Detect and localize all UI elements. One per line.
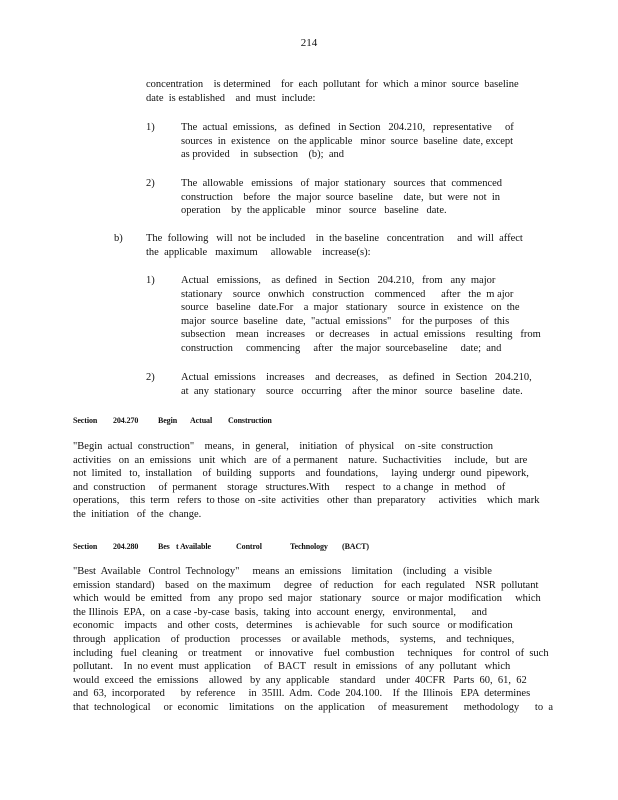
- section-label: Section: [73, 416, 98, 425]
- list-item-line: source baseline date.For a major stationary source in existence on the: [181, 302, 520, 314]
- section-number: 204.280: [113, 542, 139, 551]
- section-number: 204.270: [113, 416, 139, 425]
- item-b-paragraph: [146, 232, 523, 259]
- body-line: economic impacts and other costs, determines is achievable for such source or modification: [73, 620, 513, 632]
- body-line: pollutant. In no event must application of BACT result in emissions of any pollutant which: [73, 661, 511, 673]
- body-line: not limited to, installation of building supports and foundations, laying undergr ound pipework,: [73, 468, 529, 480]
- body-line: and construction of permanent storage structures.With respect to a change in method of: [73, 481, 506, 493]
- item-b-line: The following will not be included in the baseline concentration and will affect: [146, 233, 523, 244]
- list-item-line: construction commencing after the major sourcebaseline date; and: [181, 342, 502, 354]
- section-label: Section: [73, 542, 98, 551]
- section-204-270-body: [73, 440, 540, 522]
- list-b-item-2-marker: 2): [146, 372, 155, 383]
- body-line: through application of production processes or available methods, systems, and techniques,: [73, 633, 515, 645]
- section-204-270-heading: [0, 414, 618, 426]
- section-title-word: Begin: [158, 416, 178, 425]
- body-line: the Illinois EPA, on a case -by-case basis, taking into account energy, environmental, and: [73, 606, 487, 618]
- body-line: the initiation of the change.: [73, 508, 202, 520]
- section-title-word: Construction: [228, 416, 272, 425]
- section-204-280-body: [73, 565, 553, 715]
- intro-paragraph: [146, 78, 519, 105]
- list-item-line: major source baseline date, "actual emissions" for the purposes of this: [181, 315, 510, 327]
- list-a-item-1: [181, 121, 514, 162]
- list-item-line: subsection mean increases or decreases in actual emissions resulting from: [181, 329, 541, 341]
- list-item-line: The allowable emissions of major stationary sources that commenced: [181, 178, 503, 189]
- intro-line: concentration is determined for each pollutant for which a minor source baseline: [146, 79, 519, 90]
- body-line: would exceed the emissions allowed by any applicable standard under 40CFR Parts 60, 61, 62: [73, 674, 527, 686]
- list-item-line: construction before the major source baseline date, but were not in: [181, 191, 500, 203]
- body-line: "Begin actual construction" means, in general, initiation of physical on -site construction: [73, 441, 494, 452]
- section-title-word: Bes: [158, 542, 170, 551]
- body-line: which would be emitted from any propo sed major stationary source or major modification which: [73, 593, 541, 605]
- section-title-word: Actual: [190, 416, 213, 425]
- list-b-item-1: [181, 274, 541, 356]
- body-line: that technological or economic limitations on the application of measurement methodology to a: [73, 701, 553, 713]
- list-a-item-1-marker: 1): [146, 122, 155, 133]
- list-item-line: at any stationary source occurring after the minor source baseline date.: [181, 385, 523, 397]
- body-line: including fuel cleaning or treatment or innovative fuel combustion techniques for control of such: [73, 647, 549, 659]
- section-title-word: t Available: [176, 542, 211, 551]
- list-item-line: as provided in subsection (b); and: [181, 149, 345, 161]
- intro-line: date is established and must include:: [146, 92, 316, 104]
- body-line: activities on an emissions unit which are of a permanent nature. Suchactivities include, but are: [73, 454, 528, 466]
- list-item-line: Actual emissions increases and decreases, as defined in Section 204.210,: [181, 372, 532, 383]
- section-title-word: Control: [236, 542, 262, 551]
- list-item-line: The actual emissions, as defined in Section 204.210, representative of: [181, 122, 514, 133]
- item-b-line: the applicable maximum allowable increase(s):: [146, 246, 371, 258]
- section-204-280-heading: [0, 540, 618, 552]
- list-b-item-2: [181, 371, 532, 398]
- body-line: and 63, incorporated by reference in 35Ill. Adm. Code 204.100. If the Illinois EPA determines: [73, 688, 531, 700]
- body-line: "Best Available Control Technology" means an emissions limitation (including a visible: [73, 566, 492, 577]
- page-number: 214: [300, 37, 318, 49]
- section-title-word: Technology: [290, 542, 328, 551]
- list-item-line: stationary source onwhich construction commenced after the m ajor: [181, 288, 514, 300]
- list-item-line: Actual emissions, as defined in Section 204.210, from any major: [181, 275, 496, 286]
- list-a-item-2-marker: 2): [146, 178, 155, 189]
- list-item-line: sources in existence on the applicable minor source baseline date, except: [181, 135, 514, 147]
- section-title-word: (BACT): [342, 542, 369, 551]
- list-b-item-1-marker: 1): [146, 275, 155, 286]
- body-line: emission standard) based on the maximum degree of reduction for each regulated NSR pollutant: [73, 579, 539, 591]
- list-a-item-2: [181, 177, 502, 218]
- item-b-marker: b): [114, 233, 123, 244]
- list-item-line: operation by the applicable minor source baseline date.: [181, 205, 447, 217]
- body-line: operations, this term refers to those on -site activities other than preparatory activities which mark: [73, 495, 540, 507]
